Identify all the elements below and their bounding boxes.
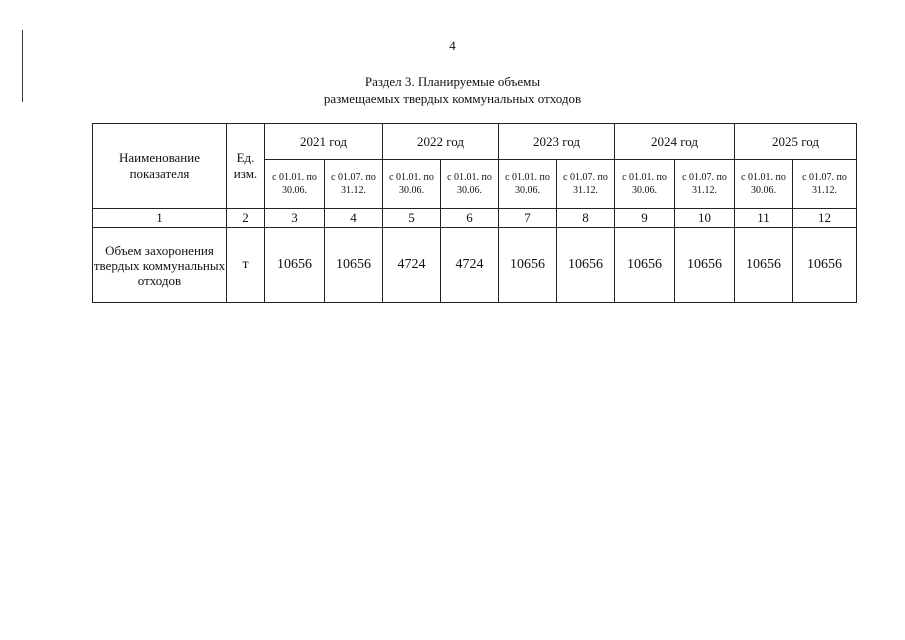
planned-volumes-table <box>92 123 857 303</box>
header-year: 2025 год <box>735 124 857 160</box>
header-period: с 01.07. по 31.12. <box>557 160 615 209</box>
column-number: 7 <box>499 209 557 228</box>
header-period: с 01.01. по 30.06. <box>735 160 793 209</box>
value-cell: 10656 <box>793 228 857 303</box>
table-row <box>93 228 857 303</box>
header-year: 2023 год <box>499 124 615 160</box>
column-number: 11 <box>735 209 793 228</box>
section-title-line-2: размещаемых твердых коммунальных отходов <box>323 91 582 106</box>
value-cell: 10656 <box>735 228 793 303</box>
indicator-unit: т <box>227 228 265 303</box>
header-year: 2024 год <box>615 124 735 160</box>
page-number: 4 <box>449 38 456 53</box>
header-row-column-numbers <box>93 209 857 228</box>
header-period: с 01.01. по 30.06. <box>615 160 675 209</box>
value-cell: 10656 <box>615 228 675 303</box>
indicator-name: Объем захоронения твердых коммунальных отходов <box>93 228 227 303</box>
section-title <box>0 73 905 107</box>
header-unit: Ед. изм. <box>227 124 265 209</box>
header-row-years <box>93 124 857 160</box>
section-title-line-1: Раздел 3. Планируемые объемы <box>364 74 541 89</box>
value-cell: 10656 <box>265 228 325 303</box>
value-cell: 10656 <box>675 228 735 303</box>
header-indicator-name: Наименование показателя <box>93 124 227 209</box>
column-number: 2 <box>227 209 265 228</box>
column-number: 4 <box>325 209 383 228</box>
column-number: 8 <box>557 209 615 228</box>
header-year: 2021 год <box>265 124 383 160</box>
header-period: с 01.07. по 31.12. <box>793 160 857 209</box>
header-period: с 01.01. по 30.06. <box>265 160 325 209</box>
column-number: 6 <box>441 209 499 228</box>
column-number: 3 <box>265 209 325 228</box>
header-period: с 01.01. по 30.06. <box>441 160 499 209</box>
column-number: 12 <box>793 209 857 228</box>
value-cell: 4724 <box>383 228 441 303</box>
header-year: 2022 год <box>383 124 499 160</box>
header-period: с 01.07. по 31.12. <box>325 160 383 209</box>
value-cell: 10656 <box>557 228 615 303</box>
value-cell: 4724 <box>441 228 499 303</box>
value-cell: 10656 <box>499 228 557 303</box>
header-period: с 01.07. по 31.12. <box>675 160 735 209</box>
column-number: 1 <box>93 209 227 228</box>
column-number: 9 <box>615 209 675 228</box>
value-cell: 10656 <box>325 228 383 303</box>
column-number: 10 <box>675 209 735 228</box>
column-number: 5 <box>383 209 441 228</box>
header-period: с 01.01. по 30.06. <box>499 160 557 209</box>
header-period: с 01.01. по 30.06. <box>383 160 441 209</box>
